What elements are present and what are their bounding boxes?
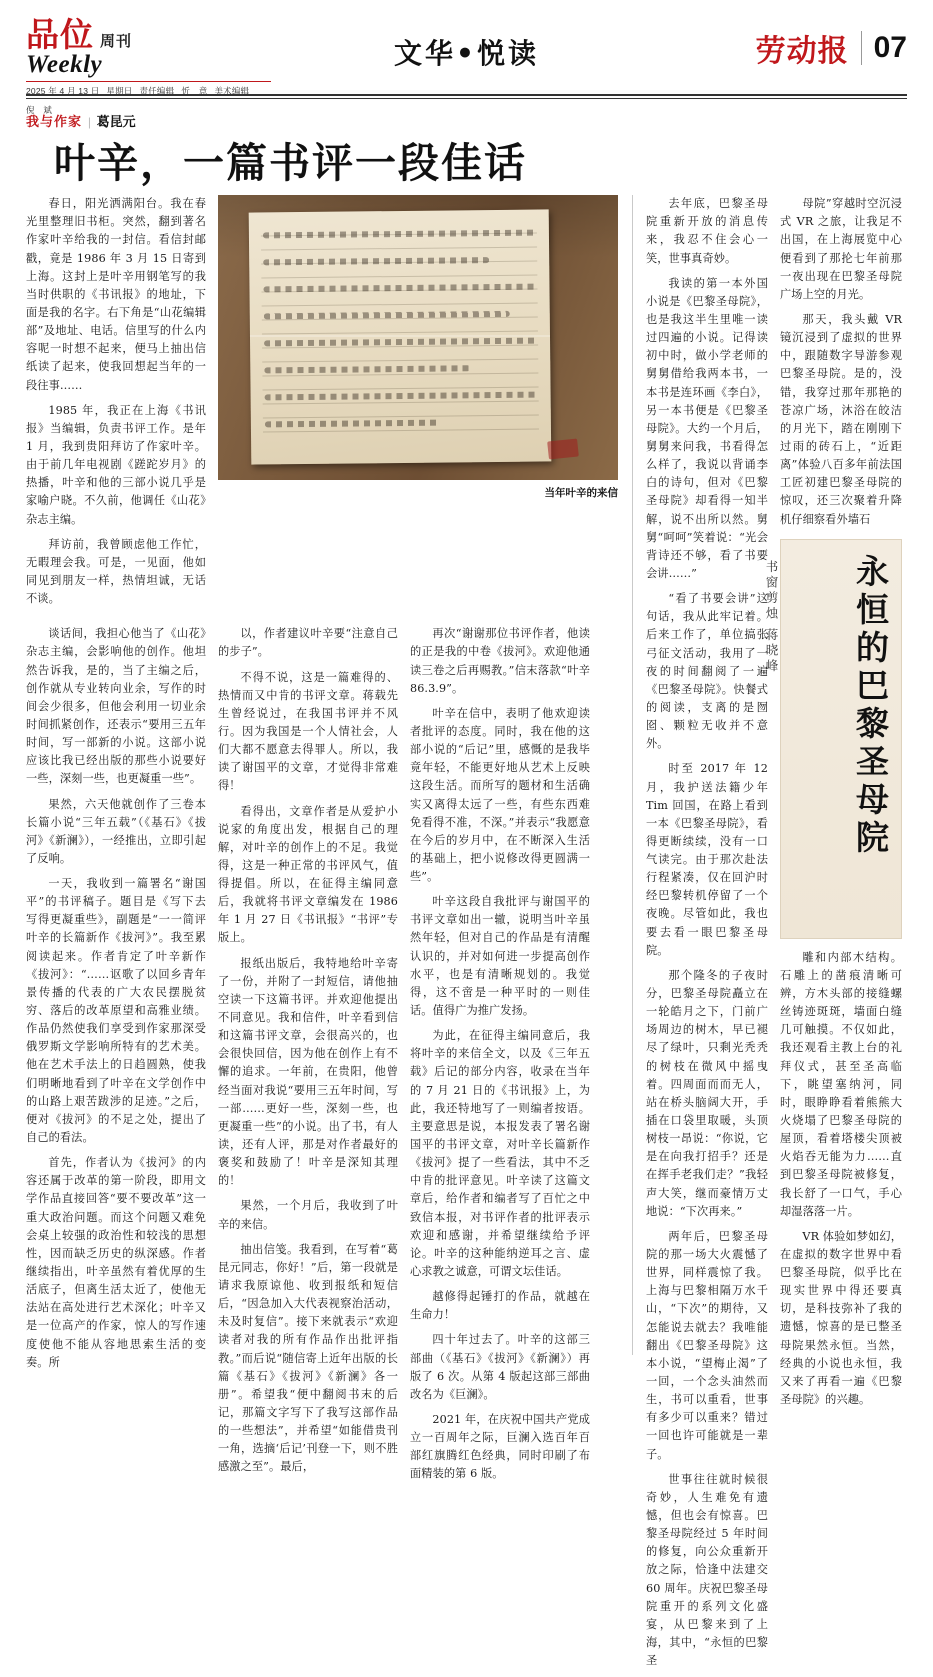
sidebar-top-columns (646, 195, 907, 1677)
sidebar-byline: 蒋晓峰 (764, 627, 779, 675)
paragraph: 2021 年，在庆祝中国共产党成立一百周年之际，巨澜入选百年百部红旗腾红色经典，同时印刷了布面精装的第 6 版。 (410, 1413, 590, 1481)
article-columns (26, 625, 618, 1490)
article-column-3 (410, 625, 590, 1490)
paragraph: 谈话间，我担心他当了《山花》杂志主编，会影响他的创作。他坦然告诉我，是的，当了主编之后，创作就从专业转向业余，写作的时间会少很多，但他会利用一切业余时间抓紧创作，还表示“要用三五年时间，写一部新的小说。这部小说应该比我已经出版的那些小说要好一些，深刻一些，也更凝重一些”。 (26, 627, 206, 786)
paper-name: 劳动报 (755, 34, 849, 69)
paragraph: 一天，我收到一篇署名“谢国平”的书评稿子。题目是《写下去 写得更凝重些》，副题是“一一简评叶辛的长篇新作《拔河》”。我至累阅读起来。作者肯定了叶辛新作《拔河》：“……讴歌了以回乡青年景传播的代表的广大农民摆脱贫穷、落后的改革原望和高雅业绩。作品仍然使我们享受到作家那深受俄罗斯文学影响所特有的艺术美。他在艺术手法上的日趋圆熟，使我们明晰地看到了叶辛在文学创作中的山路上艰苦跋涉的足迹。”之后，便对《拔河》的不足之处，提出了自己的看法。 (26, 877, 218, 1145)
masthead-meta (26, 85, 276, 116)
page-title: 叶辛，一篇书评一段佳话 (54, 139, 527, 187)
meta-editor-name: 忻 意 (181, 86, 208, 96)
publication-logo (26, 15, 276, 54)
paragraph: 报纸出版后，我特地给叶辛寄了一份，并附了一封短信，请他抽空读一下这篇书评。并欢迎他提出不同意见。我和信件，叶辛看到信和这篇书评文章，会很高兴的，也会很快回信，因为他在创作上有不懈的追求。一年前，在贵阳，他曾经当面对我说“要用三五年时间，写一部……更好一些，深刻一些，也更凝重一些”的小说。出了书，有人读，还有人评，那是对作者最好的褒奖和鼓励了！叶辛是深知其理的！ (218, 956, 398, 1188)
paragraph: 拜访前，我曾顾虑他工作忙，无暇理会我。可是，一见面，他如同见到朋友一样，热情坦诚，无话不谈。 (26, 537, 206, 606)
paragraph: 叶辛在信中，表明了他欢迎读者批评的态度。同时，我在他的这部小说的“后记”里，感慨的是我毕竟年轻，不能更好地从艺术上反映这段生活。而所写的题材和生活确实又离得太远了一些，有些东西难免看得不准，不深。”并表示“我愿意在今后的岁月中，在不断深入生活的基础上，把小说修改得更圆满一些”。 (410, 706, 590, 884)
logo-sub-text: 周刊 (100, 34, 133, 50)
article-column-1-top (26, 195, 206, 615)
paragraph: 果然，一个月后，我收到了叶辛的来信。 (218, 1199, 398, 1231)
masthead-left (26, 15, 276, 116)
sidebar-column-2-bottom (780, 949, 902, 1410)
meta-weekday: 星期日 (106, 86, 133, 96)
sidebar-title: 永恒的巴黎圣母院 (851, 553, 890, 858)
masthead (26, 15, 907, 115)
meta-editor-label: 责任编辑 (139, 86, 175, 96)
article-photo-block (218, 195, 618, 615)
page-number: 07 (873, 31, 907, 64)
paragraph: 为此，在征得主编同意后，我将叶辛的来信全文，以及《三年五载》后记的部分内容，收录在当年的 7 月 21 日的《书讯报》上，为此，我还特地写了一则编者按语。主要意思是说，本报发表了署名谢国平的书评文章，对叶辛长篇新作《拔河》提了一些看法，其中不乏中肯的批评意见。叶辛读了这篇文章后，给作者和编者写了百忙之中致信本报，对书评作者的批评表示欢迎和感谢，并希望继续给予评论。叶辛的这种能纳逆耳之言、虚心求教之诚意，可谓文坛佳话。 (410, 1029, 590, 1279)
paragraph: 果然，六天他就创作了三卷本长篇小说“三年五载”（《基石》《拔河》《新澜》），一经推出，立即引起了反响。 (26, 797, 206, 865)
logo-weekly-text: Weekly (26, 51, 103, 78)
paragraph: 看得出，文章作者是从爱护小说家的角度出发，根据自己的理解，对叶辛的创作上的不足。我觉得，这是一种正常的书评风气，值得提倡。所以，在征得主编同意后，我就将书评文章编发在 1986 年 1 月 27 日《书讯报》“书评”专版上。 (218, 804, 398, 945)
paragraph: 叶辛这段自我批评与谢国平的书评文章如出一辙，说明当叶辛虽然年轻，但对自己的作品是有清醒认识的，并对如何进一步提高创作水平，也是有清晰规划的。我觉得，这不啻是一种平时的一则佳话。值得广为推广发扬。 (410, 895, 590, 1018)
photo-fold-line (250, 335, 550, 337)
letter-photo (218, 195, 618, 480)
masthead-divider (26, 81, 271, 82)
red-seal (547, 439, 579, 460)
paragraph: VR 体验如梦如幻，在虚拟的数字世界中看巴黎圣母院，似乎比在现实世界中得还要真切，是科技弥补了我的遗憾，惊喜的是已整圣母院果然永恒。当然，经典的小说也永恒，我又来了再看一遍《巴黎圣母院》的兴趣。 (780, 1229, 902, 1407)
column-category: 我与作家 (26, 115, 83, 130)
meta-art-editor-label: 美术编辑 (214, 86, 250, 96)
masthead-right (657, 18, 907, 70)
handwritten-letter (249, 210, 552, 465)
paragraph: 四十年过去了。叶辛的这部三部曲（《基石》《拔河》《新澜》）再版了 6 次。从第 4 版起这部三部曲改名为《巨澜》。 (410, 1333, 590, 1401)
masthead-vertical-divider (861, 31, 862, 65)
column-author: 葛昆元 (96, 115, 136, 130)
paragraph: 越修得起锤打的作品，就越在生命力！ (410, 1290, 590, 1322)
page-content (26, 195, 907, 1668)
article-column-1 (26, 625, 218, 1490)
main-article (26, 195, 618, 1481)
meta-art-editor-name: 倪 斌 (26, 105, 53, 115)
paragraph: 抽出信笺。我看到，在写着“葛昆元同志，你好！”后，第一段就是请求我原谅他、收到报纸和短信后，“因急加入大代表视察治活动，未及时复信”。接下来就表示“欢迎读者对我的所有作品作出批评指教。”而后说“随信寄上近年出版的长篇《基石》《拔河》《新澜》各一册”。希望我“便中翻阅书末的后记，那篇文字写下了我写这部作品的一些想法”，并希望“如能借贵刊一角，选摘‘后记’刊登一下，则不胜感激之至”。最后， (218, 1242, 398, 1474)
paragraph: 1985 年，我正在上海《书讯报》当编辑，负责书评工作。是年 1 月，我到贵阳拜访了作家叶辛。由于前几年电视剧《蹉跎岁月》的热播，叶辛和他的三部小说几乎是家喻户晓。不久前，他调任《山花》杂志主编。 (26, 403, 206, 526)
sidebar-article (632, 195, 907, 1668)
sidebar-vertical-title-block (764, 539, 902, 939)
photo-caption: 当年叶辛的来信 (544, 487, 618, 500)
paragraph: 春日，阳光洒满阳台。我在春光里整理旧书柜。突然，翻到著名作家叶辛给我的一封信。看信封邮戳，竟是 1986 年 3 月 15 日寄到上海。这封上是叶辛用钢笔写的我当时供职的《书讯报》的地址，下面是我的名字。右下角是“山花编辑部”及地址、电话。信里写的什么内容呢一时想不起来，便马上抽出信纸读了起来，使我回想起当年的一段往事…… (26, 197, 206, 392)
logo-main-text: 品位 (26, 15, 94, 54)
paragraph: 那天，我头戴 VR 镜沉浸到了虚拟的世界中，跟随数字导游参观巴黎圣母院。是的，没错，我穿过那年那艳的苍凉广场，沐浴在皎洁的月光下，踏在刚刚下过雨的砖石上，“近距离”体验八百多年前法国工匠初建巴黎圣母院的惊叹，还三次聚着升降机仔细察看外墙石 (780, 312, 902, 526)
sidebar-column-1 (646, 195, 768, 1677)
paragraph: 母院”穿越时空沉浸式 VR 之旅，让我足不出国，在上海展览中心便看到了那抡七年前那一夜出现在巴黎圣母院广场上空的月光。 (780, 197, 902, 301)
sidebar-column-2 (764, 195, 902, 1677)
meta-date: 2025 年 4 月 13 日 (26, 86, 100, 96)
paragraph: 世事往往就时候很奇妙，人生难免有遗憾，但也会有惊喜。巴黎圣母院经过 5 年时间的修复，向公众重新开放之际，恰逢中法建交 60 周年。庆祝巴黎圣母院重开的系列文化盛宴，从巴黎来到了上海，其中，“永恒的巴黎圣 (646, 1472, 768, 1668)
sidebar-label: 书窗剪烛 (764, 559, 779, 622)
paragraph: 首先，作者认为《拔河》的内容还属于改革的第一阶段，即用文学作品直接回答“要不要改革”这一重大政治问题。而这个问题又难免会桌上较强的政治性和较浅的思想性，因而缺乏历史的纵深感。作者继续指出，叶辛虽然有着优厚的生活底子，但离生活太近了，使他无法站在高处进行艺术深化；叶辛又是一位高产的作家，惊人的写作速度使他不能从容地思索生活的变奏。所 (26, 1156, 206, 1369)
paragraph: 两年后，巴黎圣母院的那一场大火震憾了世界，同样震惊了我。上海与巴黎相隔万水千山，“下次”的期待，又怎能说去就去？我唯能翻出《巴黎圣母院》这本小说，“望梅止渴”了一回，一个念头油然而生，书可以重看，世事有多少可以重来？错过一回也许可能就是一辈子。 (646, 1229, 768, 1461)
paragraph: 那个隆冬的子夜时分，巴黎圣母院矗立在一轮皓月之下，门前广场周边的树木，早已褪尽了绿叶，只剩光秃秃的树枝在微风中摇曳着。四周面而而无人，站在桥头脑阔大开，手插在口袋里取暖，头顶树枝一昂说：“你说，它是在向我打招手？还是在挥手老我们走？”我轻声大笑，继而豪情万丈地说：“下次再来。” (646, 968, 768, 1218)
masthead-center (276, 18, 657, 72)
paragraph: 雕和内部木结构。石雕上的凿痕清晰可辨，方木头部的接缝螺丝铸迹斑斑，墙面白缝几可触摸。不仅如此，我还观看主教上台的礼拜仪式，甚至圣高临下，眺望塞纳河，同时，眼睁睁看着熊熊大火烧塌了巴黎圣母院的屋顶，看着塔楼尖顶被火焰吞无能为力……直到巴黎圣母院被修复，我长舒了一口气，手心却湿落落一片。 (780, 950, 902, 1218)
paragraph: “看了书要会讲”这句话，我从此牢记着。后来工作了，单位搞张弓征文活动，我用了一夜的时间翻阅了一遍《巴黎圣母院》。快餐式的阅读，支离的是囫囵、颗粒无收并不意外。 (646, 592, 768, 751)
section-title: 文华•悦读 (394, 37, 539, 70)
article-top-row (26, 195, 618, 615)
column-separator: | (88, 114, 91, 129)
paragraph: 我读的第一本外国小说是《巴黎圣母院》，也是我这半生里唯一读过四遍的小说。记得读初中时，做小学老师的舅舅借给我两本书，一本书是连环画《李白》，另一本书便是《巴黎圣母院》。大约一个月后，舅舅来问我，书看得怎么样了，我说以背诵李白的诗句，但对《巴黎圣母院》却看得一知半解，说不出所以然。舅舅“呵呵”笑着说：“光会背诗还不够，看了书要会讲……” (646, 276, 768, 580)
paragraph: 去年底，巴黎圣母院重新开放的消息传来，我忍不住会心一笑，世事真奇妙。 (646, 197, 768, 265)
paragraph: 再次“谢谢那位书评作者，他读的正是我的中卷《拔河》。欢迎他通读三卷之后再赐教。”信末落款“叶辛 86.3.9”。 (410, 627, 590, 695)
paragraph: 不得不说，这是一篇难得的、热情而又中肯的书评文章。蒋载先生曾经说过，在我国书评并不风行。因为我国是一个人情社会，人们大都不愿意去得罪人。所以，我读了谢国平的文章，才觉得非常难得！ (218, 670, 398, 793)
article-column-2 (218, 625, 398, 1490)
paragraph: 时至 2017 年 12 月，我护送法籍少年 Tim 回国，在路上看到一本《巴黎圣母院》，看得更断续续，没有一口气读完。由于那次赴法行程紧凑，仅在回沪时经巴黎转机停留了一个夜晚。尽管如此，我也要去看一眼巴黎圣母院。 (646, 762, 768, 957)
paragraph: 以，作者建议叶辛要“注意自己的步子”。 (218, 627, 398, 659)
